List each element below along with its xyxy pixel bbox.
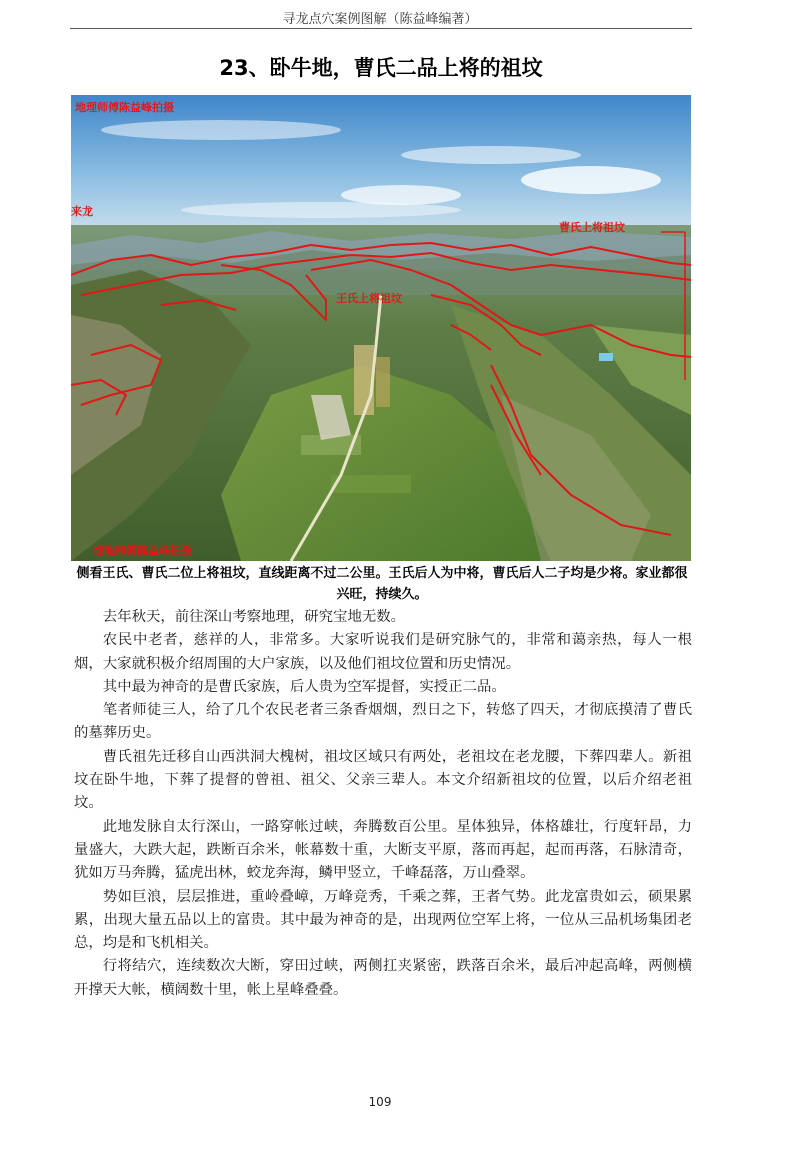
- watermark-top: 地理师傅陈益峰拍摄: [75, 101, 174, 114]
- header-rule: [70, 28, 692, 29]
- label-cao-grave: 曹氏上将祖坟: [559, 221, 625, 234]
- paragraph: 其中最为神奇的是曹氏家族，后人贵为空军提督，实授正二品。: [102, 678, 506, 695]
- label-laolong: 来龙: [71, 205, 93, 218]
- page-number: 109: [368, 1095, 392, 1109]
- running-header: 寻龙点穴案例图解（陈益峰编著）: [282, 12, 478, 27]
- label-wang-grave: 王氏上将祖坟: [336, 292, 402, 305]
- paragraph: 农民中老者，慈祥的人，非常多。大家听说我们是研究脉气的，非常和蔼亲热，每人一根烟，大家就积极介绍周围的大户家族，以及他们祖坟位置和历史情况。: [74, 632, 692, 672]
- paragraph: 笔者师徒三人，给了几个农民老者三条香烟烟，烈日之下，转悠了四天，才彻底摸清了曹氏的墓葬历史。: [74, 702, 692, 742]
- watermark-bottom: 地理师傅陈益峰拍摄: [93, 544, 192, 557]
- paragraph: 行将结穴，连续数次大断，穿田过峡，两侧扛夹紧密，跌落百余米，最后冲起高峰，两侧横开撑天大帐，横阔数十里，帐上星峰叠叠。: [74, 958, 692, 998]
- paragraph: 去年秋天，前往深山考察地理，研究宝地无数。: [102, 609, 406, 625]
- aerial-photo: [71, 95, 691, 561]
- paragraph: 曹氏祖先迁移自山西洪洞大槐树，祖坟区域只有两处，老祖坟在老龙腰，下葬四辈人。新祖坟在卧牛地，下葬了提督的曾祖、祖父、父亲三辈人。本文介绍新祖坟的位置，以后介绍老祖坟。: [74, 748, 692, 812]
- article-title: 23、卧牛地，曹氏二品上将的祖坟: [219, 56, 543, 80]
- body-text: [74, 606, 692, 1002]
- paragraph: 此地发脉自太行深山，一路穿帐过峡，奔腾数百公里。星体独异，体格雄壮，行度轩昂，力量盛大，大跌大起，跌断百余米，帐幕数十重，大断支平原，落而再起，起而再落，石脉清奇，犹如万马奔腾，猛虎出林，蛟龙奔海，鳞甲竖立，千峰磊落，万山叠翠。: [74, 818, 692, 882]
- paragraph: 势如巨浪，层层推进，重岭叠嶂，万峰竞秀，千乘之葬，王者气势。此龙富贵如云，硕果累累，出现大量五品以上的富贵。其中最为神奇的是，出现两位空军上将，一位从三品机场集团老总，均是和飞机相关。: [74, 888, 692, 952]
- photo-caption: 侧看王氏、曹氏二位上将祖坟，直线距离不过二公里。王氏后人为中将，曹氏后人二子均是少将。家业都很兴旺，持续久。: [76, 566, 688, 602]
